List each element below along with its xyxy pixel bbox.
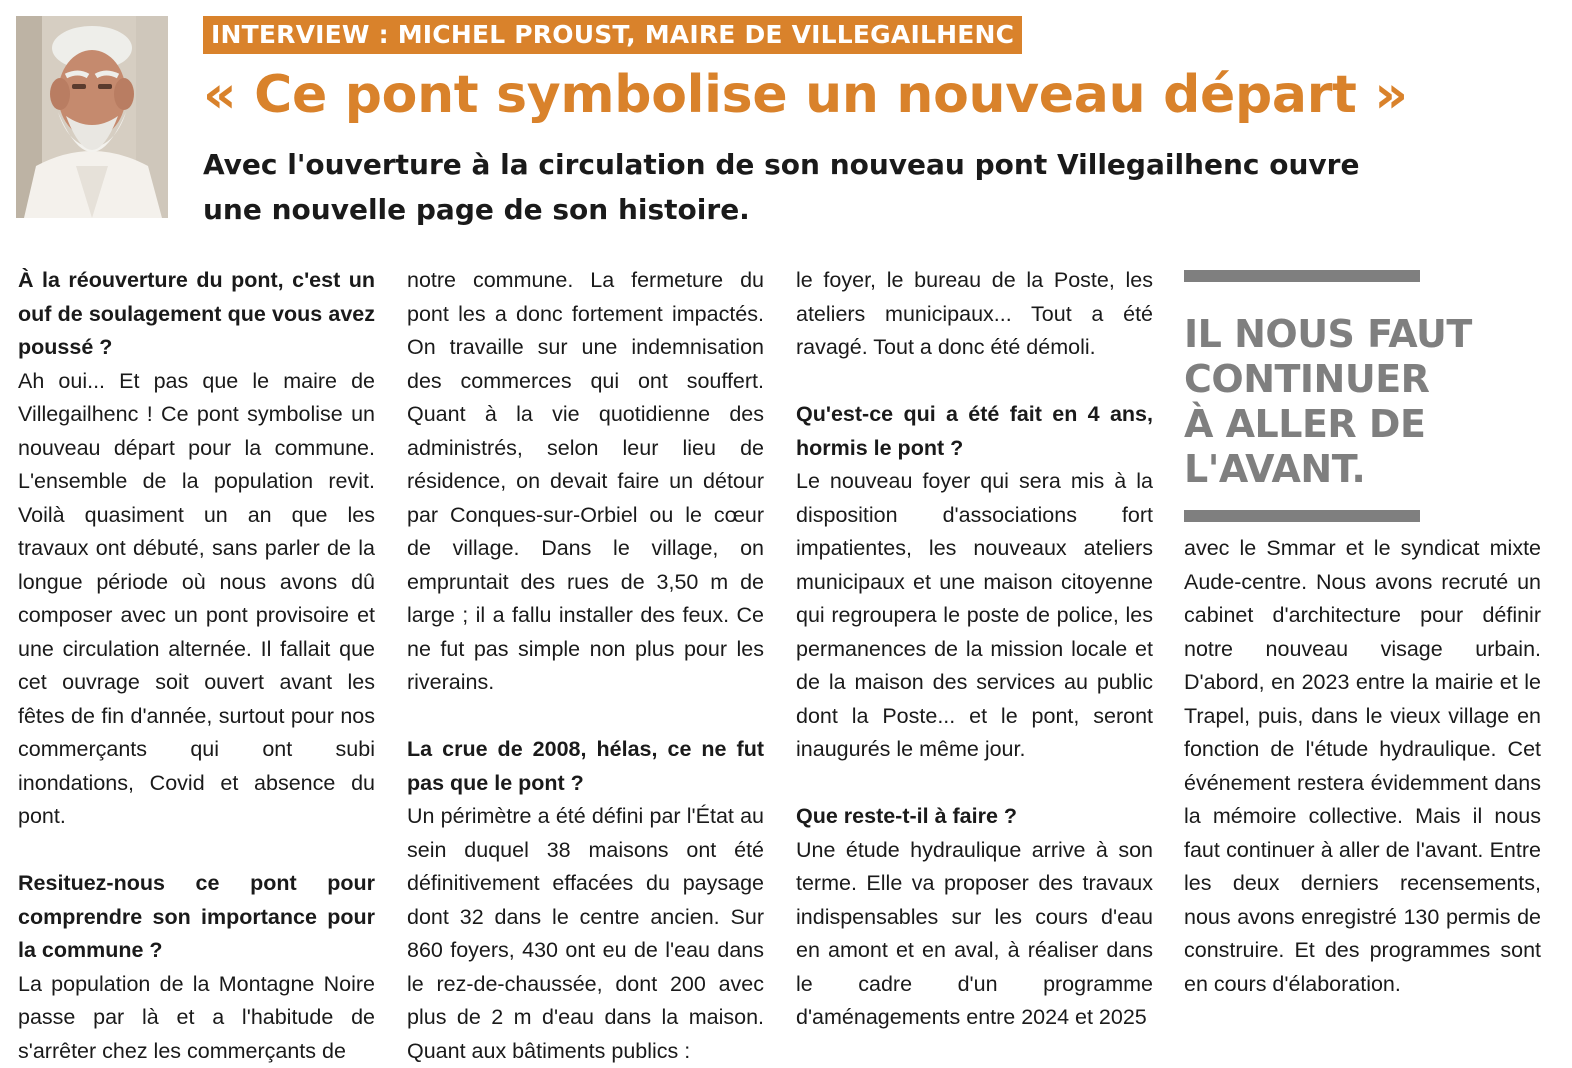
article-column-3 (796, 264, 1153, 1035)
answer-5-part-1: Une étude hydraulique arrive à son terme. Elle va proposer des travaux indispensables sur les cours d'eau en amont et en aval, à réaliser dans le cadre d'un programme d'aménagements entre 2024 et 2025 (796, 834, 1153, 1035)
answer-3-part-2: le foyer, le bureau de la Poste, les ateliers municipaux... Tout a été ravagé. Tout a donc été démoli. (796, 264, 1153, 365)
standfirst: Avec l'ouverture à la circulation de son nouveau pont Villegailhenc ouvre une nouvelle page de son histoire. (203, 142, 1363, 232)
answer-3-part-1: Un périmètre a été défini par l'État au sein duquel 38 maisons ont été définitivement effacées du paysage dont 32 dans le centre ancien. Sur 860 foyers, 430 ont eu de l'eau dans le rez-de-chaussée, dont 200 avec plus de 2 m d'eau dans la maison. Quant aux bâtiments publics : (407, 800, 764, 1068)
mayor-portrait-photo (16, 16, 168, 218)
article-column-2 (407, 264, 764, 1068)
pull-quote-line: CONTINUER (1184, 357, 1429, 401)
question-4: Qu'est-ce qui a été fait en 4 ans, hormis le pont ? (796, 398, 1153, 465)
portrait-illustration (16, 16, 168, 218)
answer-2-part-2: notre commune. La fermeture du pont les a donc fortement impactés. On travaille sur une indemnisation des commerces qui ont souffert. Quant à la vie quotidienne des administrés, selon leur lieu de résidence, on devait faire un détour par Conques-sur-Orbiel ou le cœur de village. Dans le village, on empruntait des rues de 3,50 m de large ; il a fallu installer des feux. Ce ne fut pas simple non plus pour les riverains. (407, 264, 764, 700)
headline: « Ce pont symbolise un nouveau départ » (203, 58, 1408, 132)
pull-quote (1184, 270, 1420, 522)
question-1: À la réouverture du pont, c'est un ouf de soulagement que vous avez poussé ? (18, 264, 375, 365)
pull-quote-text (1184, 282, 1420, 510)
pull-quote-line: L'AVANT. (1184, 447, 1365, 491)
article-column-4 (1184, 532, 1541, 1001)
pull-quote-top-rule (1184, 270, 1420, 282)
answer-5-part-2: avec le Smmar et le syndicat mixte Aude-centre. Nous avons recruté un cabinet d'architecture pour définir notre nouveau visage urbain. D'abord, en 2023 entre la mairie et le Trapel, puis, dans le vieux village en fonction de l'étude hydraulique. Cet événement restera évidemment dans la mémoire collective. Mais il nous faut continuer à aller de l'avant. Entre les deux derniers recensements, nous avons enregistré 130 permis de construire. Et des programmes sont en cours d'élaboration. (1184, 532, 1541, 1001)
article-column-1 (18, 264, 375, 1068)
question-5: Que reste-t-il à faire ? (796, 800, 1153, 834)
answer-4: Le nouveau foyer qui sera mis à la disposition d'associations fort impatientes, les nouveaux ateliers municipaux et une maison citoyenne qui regroupera le poste de police, les permanences de la mission locale et de la maison des services au public dont la Poste... et le pont, seront inaugurés le même jour. (796, 465, 1153, 767)
pull-quote-line: À ALLER DE (1184, 402, 1425, 446)
question-3: La crue de 2008, hélas, ce ne fut pas que le pont ? (407, 733, 764, 800)
question-2: Resituez-nous ce pont pour comprendre son importance pour la commune ? (18, 867, 375, 968)
pull-quote-bottom-rule (1184, 510, 1420, 522)
interview-kicker: INTERVIEW : MICHEL PROUST, MAIRE DE VILLEGAILHENC (203, 16, 1022, 54)
pull-quote-line: IL NOUS FAUT (1184, 312, 1472, 356)
answer-2-part-1: La population de la Montagne Noire passe par là et a l'habitude de s'arrêter chez les commerçants de (18, 968, 375, 1068)
answer-1: Ah oui... Et pas que le maire de Villegailhenc ! Ce pont symbolise un nouveau départ pour la commune. L'ensemble de la population revit. Voilà quasiment un an que les travaux ont débuté, sans parler de la longue période où nous avons dû composer avec un pont provisoire et une circulation alternée. Il fallait que cet ouvrage soit ouvert avant les fêtes de fin d'année, surtout pour nos commerçants qui ont subi inondations, Covid et absence du pont. (18, 365, 375, 834)
